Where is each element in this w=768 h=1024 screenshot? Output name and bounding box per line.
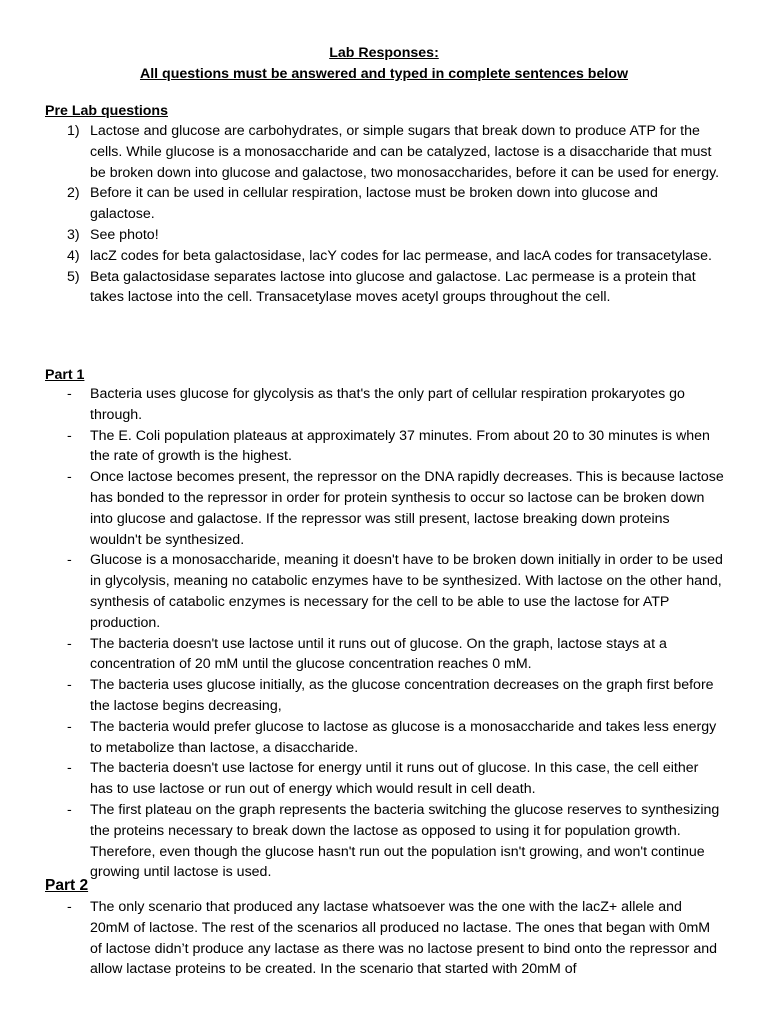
list-item-text: The bacteria doesn't use lactose until it runs out of glucose. On the graph, lactose stays at a concentration of 20 mM until the glucose concentration reaches 0 mM.: [90, 635, 667, 673]
list-item: [45, 384, 725, 426]
list-item-text: Before it can be used in cellular respiration, lactose must be broken down into glucose and galactose.: [90, 185, 658, 223]
list-marker: -: [67, 552, 72, 569]
list-item-text: The bacteria uses glucose initially, as the glucose concentration decreases on the graph first before the lactose begins decreasing,: [90, 677, 714, 714]
list-marker: -: [67, 635, 72, 652]
list-item-text: Beta galactosidase separates lactose into glucose and galactose. Lac permease is a protein that takes lactose into the cell. Transacetylase moves acetyl groups throughout the cell.: [90, 268, 696, 306]
list-marker: 1): [67, 123, 80, 139]
list-item: [45, 758, 725, 800]
list-item: [45, 246, 725, 267]
list-marker: -: [67, 677, 72, 694]
list-item-text: The only scenario that produced any lactase whatsoever was the one with the lacZ+ allele and 20mM of lactose. The rest of the scenarios all produced no lactase. The ones that began with 0mM of lactose didn’t produce any lactase as there was no lactose present to bind onto the repressor and allow lactase proteins to be created. In the scenario that started with 20mM of: [90, 899, 718, 978]
list-marker: -: [67, 469, 72, 486]
list-marker: 4): [67, 247, 80, 264]
list-item: [45, 634, 725, 676]
list-item: [45, 897, 725, 980]
page-subtitle: All questions must be answered and typed in complete sentences below: [139, 66, 628, 82]
list-item-text: See photo!: [90, 226, 159, 243]
list-marker: -: [67, 386, 72, 402]
part1-list: [45, 384, 725, 883]
list-item: [45, 800, 725, 883]
list-item-text: The first plateau on the graph represents the bacteria switching the glucose reserves to synthesizing the proteins necessary to break down the lactose as opposed to using it for population growth. Therefore, even though the glucose hasn't run out the population isn't growing, and won't continue growing until lactose is used.: [90, 801, 720, 881]
list-item-text: Once lactose becomes present, the repressor on the DNA rapidly decreases. This is because lactose has bonded to the repressor in order for protein synthesis to occur so lactose can be broken down into glucose and galactose. If the repressor was still present, lactose breaking down proteins wouldn't be synthesized.: [90, 469, 724, 548]
list-item: [45, 267, 725, 309]
list-item: [45, 225, 725, 246]
list-marker: -: [67, 718, 72, 735]
pre-lab-heading: Pre Lab questions: [45, 103, 168, 119]
list-marker: 2): [67, 185, 80, 202]
list-item-text: The bacteria would prefer glucose to lactose as glucose is a monosaccharide and takes less energy to metabolize than lactose, a disaccharide.: [90, 718, 717, 756]
list-item-text: Lactose and glucose are carbohydrates, or simple sugars that break down to produce ATP for the cells. While glucose is a monosaccharide and can be catalyzed, lactose is a disaccharide that must be broken down into glucose and galactose, two monosaccharides, before it can be used for energy.: [90, 123, 720, 181]
list-item: [45, 550, 725, 633]
list-item: [45, 426, 725, 468]
list-item-text: The bacteria doesn't use lactose for energy until it runs out of glucose. In this case, the cell either has to use lactose or run out of energy which would result in cell death.: [90, 760, 699, 798]
list-item-text: Bacteria uses glucose for glycolysis as that's the only part of cellular respiration prokaryotes go through.: [90, 386, 685, 423]
list-marker: -: [67, 899, 72, 915]
list-marker: -: [67, 760, 72, 777]
list-item: [45, 183, 725, 225]
part2-heading: Part 2: [45, 877, 89, 894]
part2-list: [45, 897, 725, 980]
list-item-text: lacZ codes for beta galactosidase, lacY codes for lac permease, and lacA codes for transacetylase.: [90, 247, 712, 264]
list-item: [45, 121, 725, 183]
list-marker: -: [67, 427, 72, 444]
list-marker: 3): [67, 226, 80, 243]
list-item: [45, 717, 725, 759]
list-item-text: The E. Coli population plateaus at approximately 37 minutes. From about 20 to 30 minutes is when the rate of growth is the highest.: [90, 427, 710, 465]
pre-lab-list: [45, 121, 725, 308]
list-marker: -: [67, 801, 72, 818]
page-title: Lab Responses:: [329, 45, 439, 61]
list-item-text: Glucose is a monosaccharide, meaning it doesn't have to be broken down initially in order to be used in glycolysis, meaning no catabolic enzymes have to be synthesized. With lactose on the other hand, synthesis of catabolic enzymes is necessary for the cell to be able to use the lactose for ATP production.: [90, 552, 723, 631]
list-item: [45, 467, 725, 550]
list-item: [45, 675, 725, 717]
list-marker: 5): [67, 268, 80, 285]
part1-heading: Part 1: [45, 367, 85, 383]
